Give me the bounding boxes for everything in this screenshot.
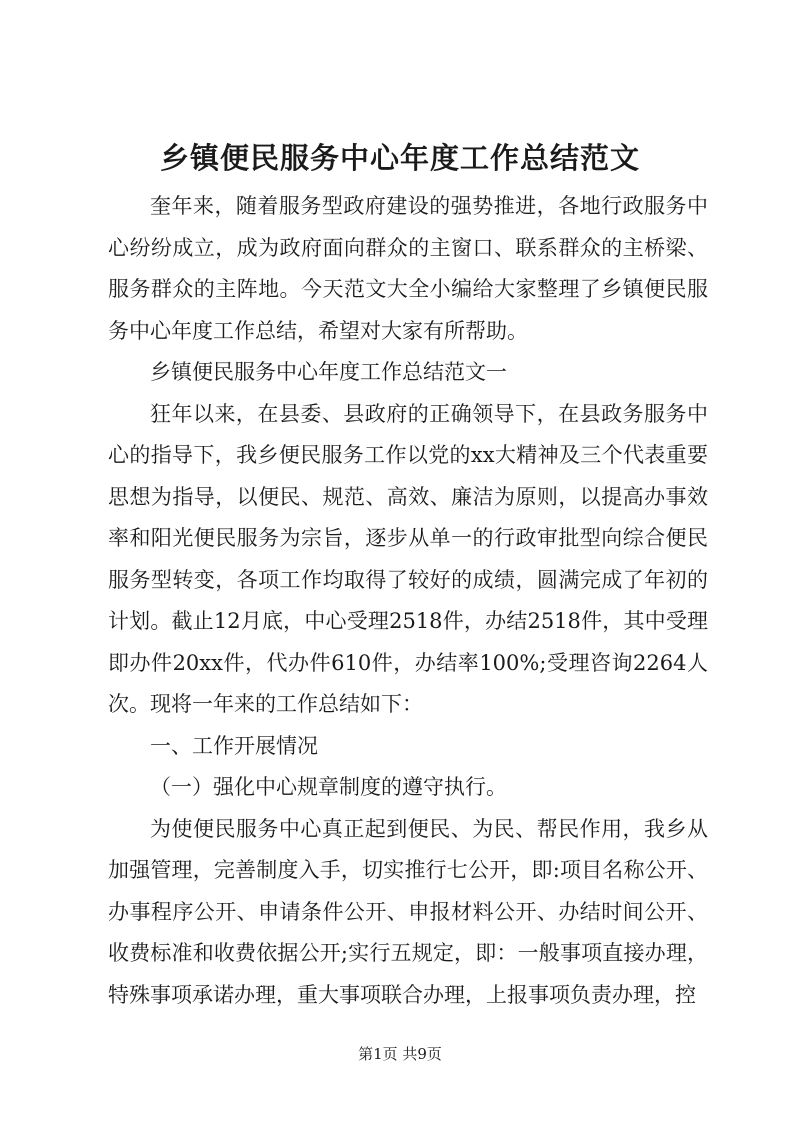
section-heading: 一、工作开展情况 <box>150 733 318 758</box>
document-body <box>108 186 708 1016</box>
subsection-heading: （一）强化中心规章制度的遵守执行。 <box>150 775 507 799</box>
page-number: 第1页 共9页 <box>358 1045 442 1063</box>
document-title: 乡镇便民服务中心年度工作总结范文 <box>159 141 640 175</box>
paragraph-rules: 为使便民服务中心真正起到便民、为民、帮民作用，我乡从加强管理，完善制度入手，切实推行七公开，即:项目名称公开、办事程序公开、申请条件公开、申报材料公开、办结时间公开、收费标准和收费依据公开;实行五规定，即：一般事项直接办理，特殊事项承诺办理，重大事项联合办理，上报事项负责办理，控 <box>108 816 708 1007</box>
paragraph-intro: 奎年来，随着服务型政府建设的强势推进，各地行政服务中心纷纷成立，成为政府面向群众的主窗口、联系群众的主桥梁、服务群众的主阵地。今天范文大全小编给大家整理了乡镇便民服务中心年度工作总结，希望对大家有所帮助。 <box>108 194 708 343</box>
paragraph-subtitle: 乡镇便民服务中心年度工作总结范文一 <box>150 360 507 384</box>
paragraph-summary: 狂年以来，在县委、县政府的正确领导下，在县政务服务中心的指导下，我乡便民服务工作以党的xx大精神及三个代表重要思想为指导，以便民、规范、高效、廉洁为原则，以提高办事效率和阳光便民服务为宗旨，逐步从单一的行政审批型向综合便民服务型转变，各项工作均取得了较好的成绩，圆满完成了年初的计划。截止12月底，中心受理2518件，办结2518件，其中受理即办件20xx件，代办件610件，办结率100%;受理咨询2264人次。现将一年来的工作总结如下： <box>108 401 708 716</box>
